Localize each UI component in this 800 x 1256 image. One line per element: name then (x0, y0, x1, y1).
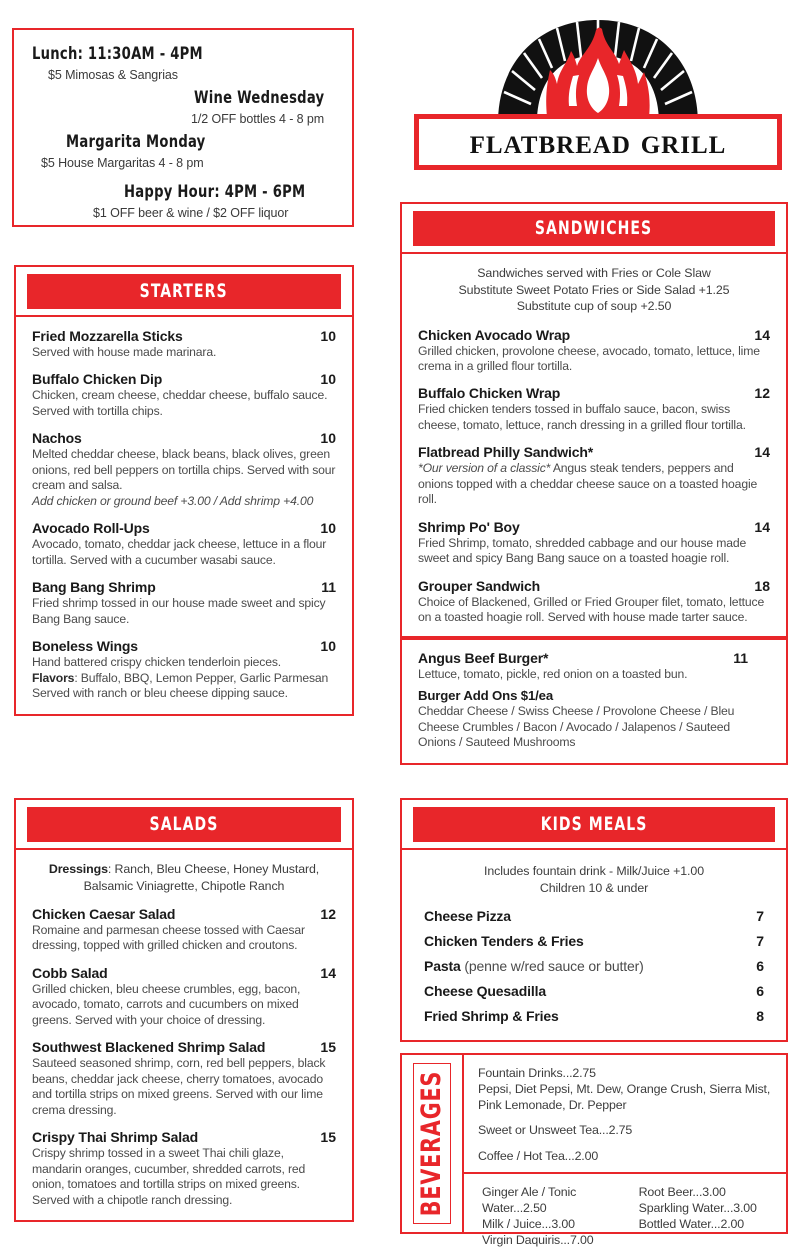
item-description: Served with house made marinara. (32, 345, 217, 359)
beverage-flavors: Pepsi, Diet Pepsi, Mt. Dew, Orange Crush, Sierra Mist, Pink Lemonade, Dr. Pepper (478, 1082, 771, 1113)
menu-item[interactable] (418, 519, 770, 567)
sandwiches-body (400, 254, 788, 638)
item-price: 11 (321, 579, 336, 596)
menu-item[interactable] (424, 933, 764, 949)
item-price: 14 (320, 964, 336, 981)
beverages-top-list (464, 1055, 786, 1172)
salads-banner (27, 807, 341, 842)
starters-header (14, 265, 354, 317)
item-tagline: *Our version of a classic* (418, 461, 551, 476)
item-description: Fried chicken tenders tossed in buffalo sauce, bacon, swiss cheese, tomato, lettuce, ranch dressing in a grilled flour tortilla. (418, 402, 746, 432)
item-description: Romaine and parmesan cheese tossed with Caesar dressing, topped with grilled chicken and croutons. (32, 923, 305, 953)
special-title-wine: Wine Wednesday (194, 88, 325, 108)
item-price: 11 (733, 649, 748, 666)
beverages-column-left (482, 1184, 639, 1249)
beverage-line[interactable]: Bottled Water...2.00 (638, 1216, 744, 1231)
menu-item[interactable] (32, 520, 336, 568)
item-description: Fried Shrimp, tomato, shredded cabbage and our house made sweet and spicy Bang Bang sauce on a toasted hoagie roll. (418, 535, 747, 566)
item-name-main: Cheese Pizza (424, 908, 511, 924)
menu-item[interactable] (418, 444, 770, 507)
item-name (424, 983, 546, 999)
beverages-section (400, 1053, 788, 1247)
kids-meals-intro (424, 863, 764, 896)
kids-meals-banner (413, 807, 775, 842)
item-description: Grilled chicken, bleu cheese crumbles, egg, bacon, avocado, tomato, carrots and cucumbers on mixed greens. Served with your choice of dressing. (32, 981, 301, 1027)
item-price: 14 (754, 326, 770, 343)
item-description (418, 461, 770, 507)
menu-item[interactable] (424, 983, 764, 999)
item-price: 10 (320, 371, 336, 388)
item-price: 10 (320, 638, 336, 655)
item-description: Melted cheddar cheese, black beans, black olives, green onions, red bell peppers on tortilla chips. Served with sour cream and salsa. (32, 447, 336, 493)
item-description (32, 655, 336, 701)
item-name: Southwest Blackened Shrimp Salad (32, 1039, 266, 1056)
item-description: Choice of Blackened, Grilled or Fried Grouper filet, tomato, lettuce on a toasted hoagie roll. Served with house made tarter sauce. (418, 594, 765, 625)
item-name: Fried Mozzarella Sticks (32, 328, 183, 344)
salads-body (14, 850, 354, 1222)
item-name: Shrimp Po' Boy (418, 518, 520, 535)
item-name-main: Cheese Quesadilla (424, 983, 546, 999)
item-addon-note: Add chicken or ground beef +3.00 / Add shrimp +4.00 (32, 493, 314, 508)
menu-item[interactable] (424, 958, 764, 974)
kids-meals-section (400, 798, 788, 1042)
item-price: 10 (320, 520, 336, 537)
kids-meals-body (400, 850, 788, 1042)
beverages-body (464, 1055, 786, 1247)
item-name: Cobb Salad (32, 964, 108, 981)
item-name: Flatbread Philly Sandwich* (418, 444, 594, 461)
beverages-bottom-list (464, 1172, 786, 1256)
item-flavors-line (32, 671, 336, 686)
sandwiches-section (400, 202, 788, 765)
menu-item[interactable] (424, 908, 764, 924)
item-name (424, 908, 511, 924)
item-name: Angus Beef Burger* (418, 649, 549, 666)
sandwiches-header (400, 202, 788, 254)
brand-logo (408, 18, 788, 178)
item-name: Nachos (32, 430, 82, 447)
beverages-heading: BEVERAGES (416, 1070, 448, 1217)
item-price: 12 (320, 906, 336, 922)
sandwiches-heading: SANDWICHES (535, 217, 653, 239)
burger-addons (418, 688, 770, 750)
item-price: 15 (320, 1129, 336, 1146)
salads-section (14, 798, 354, 1222)
item-name: Buffalo Chicken Wrap (418, 385, 561, 402)
item-description: Lettuce, tomato, pickle, red onion on a toasted bun. (418, 666, 688, 681)
item-description: Avocado, tomato, cheddar jack cheese, lettuce in a flour tortilla. Served with a cucumber wasabi sauce. (32, 537, 327, 567)
intro-line: Sandwiches served with Fries or Cole Slaw (477, 266, 711, 280)
burger-subsection (400, 638, 788, 765)
menu-item[interactable] (418, 578, 770, 626)
item-price: 6 (756, 983, 764, 999)
item-name: Bang Bang Shrimp (32, 579, 156, 596)
menu-item[interactable] (32, 1039, 336, 1118)
sandwiches-banner (413, 211, 775, 246)
menu-item[interactable] (32, 965, 336, 1028)
menu-item[interactable] (418, 327, 770, 375)
beverages-column-right (639, 1184, 772, 1249)
item-name-main: Fried Shrimp & Fries (424, 1008, 559, 1024)
intro-line: Children 10 & under (539, 880, 649, 895)
starters-body (14, 317, 354, 716)
item-name: Chicken Avocado Wrap (418, 326, 571, 343)
beverage-line[interactable]: Virgin Daquiris...7.00 (482, 1233, 594, 1247)
special-sub-happy-hour: $1 OFF beer & wine / $2 OFF liquor (93, 206, 289, 220)
item-description: Sauteed seasoned shrimp, corn, red bell peppers, black beans, cheddar jack cheese, cherry tomatoes, avocado and tortilla strips on mixed greens. Served with our lime crema dressing. (32, 1056, 326, 1117)
beverage-line[interactable]: Sparkling Water...3.00 (638, 1200, 757, 1215)
burger-addons-list: Cheddar Cheese / Swiss Cheese / Provolone Cheese / Bleu Cheese Crumbles / Bacon / Avocado / Jalapenos / Sauteed Onions / Sauteed Mushrooms (418, 704, 735, 750)
flavors-list: : Buffalo, BBQ, Lemon Pepper, Garlic Parmesan (74, 670, 329, 685)
beverage-line[interactable]: Fountain Drinks...2.75 (478, 1066, 596, 1080)
item-description-line: Hand battered crispy chicken tenderloin pieces. (32, 655, 282, 670)
item-price: 18 (754, 577, 770, 594)
item-price: 10 (320, 430, 336, 447)
menu-item[interactable] (32, 579, 336, 627)
item-price: 7 (756, 908, 764, 924)
item-name-main: Chicken Tenders & Fries (424, 933, 584, 949)
sandwiches-intro (418, 265, 770, 315)
specials-box (12, 28, 354, 227)
flavors-label: Flavors (32, 670, 75, 685)
dressings-label: Dressings (48, 862, 108, 876)
menu-item[interactable] (418, 385, 770, 433)
beverage-line[interactable]: Root Beer...3.00 (638, 1184, 726, 1199)
special-sub-wine: 1/2 OFF bottles 4 - 8 pm (191, 112, 325, 126)
intro-line: Includes fountain drink - Milk/Juice +1.00 (484, 864, 704, 878)
item-price: 14 (754, 444, 770, 461)
item-price: 15 (320, 1039, 336, 1056)
brick-oven-icon (493, 18, 703, 123)
salads-header (14, 798, 354, 850)
item-name: Buffalo Chicken Dip (32, 371, 163, 388)
item-description-line: Served with ranch or bleu cheese dipping sauce. (32, 686, 288, 701)
starters-banner (27, 274, 341, 309)
item-name (424, 933, 584, 949)
item-description: Grilled chicken, provolone cheese, avocado, tomato, lettuce, lime crema in a grilled flour tortilla. (418, 343, 760, 373)
item-name-sub: (penne w/red sauce or butter) (460, 958, 644, 974)
item-name: Crispy Thai Shrimp Salad (32, 1129, 198, 1146)
burger-addons-title: Burger Add Ons $1/ea (418, 688, 554, 704)
salads-heading: SALADS (149, 813, 219, 835)
special-sub-margarita: $5 House Margaritas 4 - 8 pm (41, 156, 204, 170)
item-name: Avocado Roll-Ups (32, 520, 150, 537)
menu-item[interactable] (32, 371, 336, 419)
beverages-tab (402, 1055, 464, 1232)
item-name: Chicken Caesar Salad (32, 906, 176, 922)
menu-item[interactable] (32, 430, 336, 509)
item-description-rest: Angus steak tenders, peppers and onions topped with a cheddar cheese sauce on a toasted hoagie roll. (418, 461, 758, 507)
starters-heading: STARTERS (140, 280, 228, 302)
menu-item[interactable] (418, 650, 770, 682)
item-name-main: Pasta (424, 958, 461, 974)
item-price: 12 (754, 385, 770, 402)
intro-line: Substitute Sweet Potato Fries or Side Salad +1.25 (458, 282, 730, 297)
item-name: Grouper Sandwich (418, 577, 541, 594)
item-name (424, 1008, 559, 1024)
special-sub-lunch: $5 Mimosas & Sangrias (48, 68, 178, 82)
salads-dressings (32, 861, 336, 894)
menu-item[interactable] (32, 1129, 336, 1208)
logo-plaque (414, 114, 782, 170)
item-price: 8 (756, 1008, 764, 1024)
kids-meals-heading: KIDS MEALS (540, 813, 648, 835)
special-title-lunch: Lunch: 11:30AM - 4PM (32, 44, 203, 64)
beverage-line[interactable]: Ginger Ale / Tonic Water...2.50 (482, 1184, 577, 1215)
item-price: 6 (756, 958, 764, 974)
beverage-line[interactable]: Coffee / Hot Tea...2.00 (478, 1148, 599, 1163)
dressings-list: : Ranch, Bleu Cheese, Honey Mustard, Balsamic Viniagrette, Chipotle Ranch (83, 862, 320, 893)
item-name (424, 958, 644, 974)
item-description: Crispy shrimp tossed in a sweet Thai chili glaze, mandarin oranges, cucumber, shredded carrots, red onion, tomatoes and tortilla strips on mixed greens. Served with a chipotle ranch dressing. (32, 1146, 306, 1207)
kids-meals-header (400, 798, 788, 850)
item-price: 14 (754, 518, 770, 535)
item-name: Boneless Wings (32, 638, 138, 655)
item-price: 7 (756, 933, 764, 949)
special-title-happy-hour: Happy Hour: 4PM - 6PM (124, 182, 306, 202)
item-description: Fried shrimp tossed in our house made sweet and spicy Bang Bang sauce. (32, 596, 326, 626)
intro-line: Substitute cup of soup +2.50 (516, 299, 672, 313)
beverage-line[interactable]: Milk / Juice...3.00 (482, 1216, 575, 1231)
beverages-tab-frame (413, 1063, 451, 1224)
menu-item[interactable] (32, 638, 336, 701)
item-description: Chicken, cream cheese, cheddar cheese, buffalo sauce. Served with tortilla chips. (32, 388, 328, 418)
menu-item[interactable] (424, 1008, 764, 1024)
logo-wordmark: flatbread grill (469, 122, 727, 161)
beverage-line[interactable]: Sweet or Unsweet Tea...2.75 (478, 1123, 633, 1138)
special-title-margarita: Margarita Monday (66, 132, 206, 152)
menu-item[interactable] (32, 328, 336, 360)
menu-item[interactable] (32, 906, 336, 954)
item-price: 10 (320, 328, 336, 344)
starters-section (14, 265, 354, 716)
